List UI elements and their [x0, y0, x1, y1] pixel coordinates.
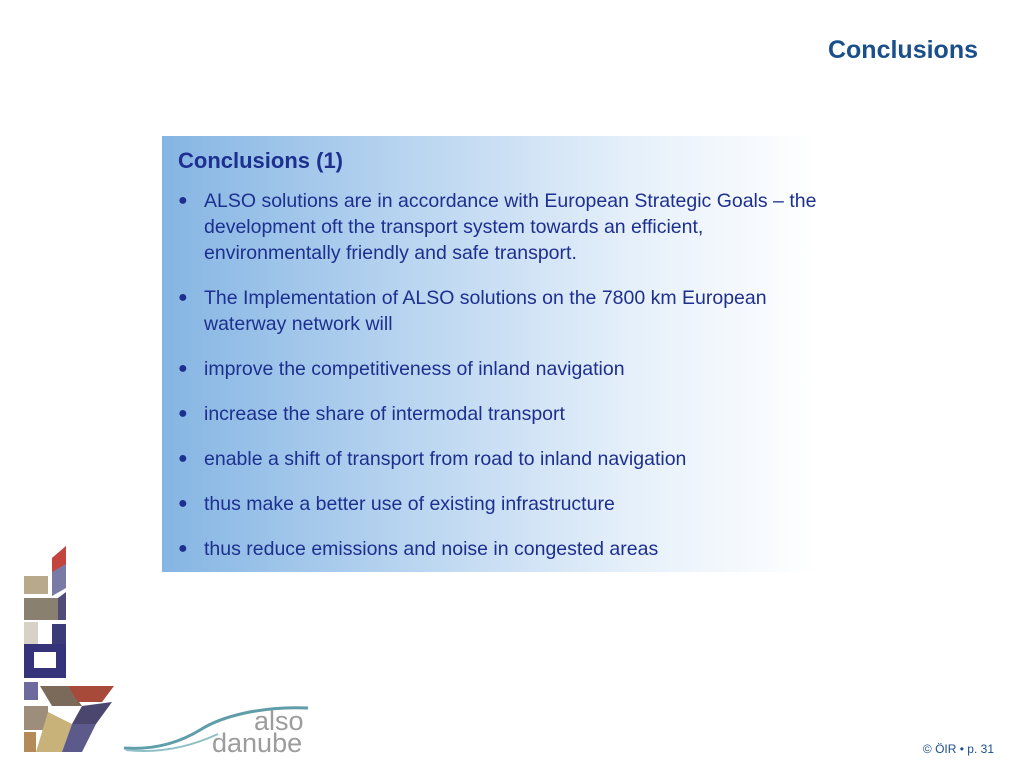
list-item — [178, 536, 830, 562]
list-item — [178, 491, 830, 517]
bullet-text: ALSO solutions are in accordance with European Strategic Goals – the development oft the transport system towards an efficient, environmentally friendly and safe transport. — [204, 190, 817, 264]
photo-collage-graphic — [22, 546, 122, 752]
bullet-icon: ● — [178, 495, 188, 512]
list-item — [178, 401, 830, 427]
bullet-text: thus make a better use of existing infrastructure — [204, 493, 615, 515]
bullet-text: thus reduce emissions and noise in congested areas — [204, 538, 659, 560]
bullet-icon: ● — [178, 360, 188, 377]
conclusions-box — [162, 136, 818, 572]
bullet-icon: ● — [178, 450, 188, 467]
bullet-text: increase the share of intermodal transport — [204, 403, 565, 425]
bullet-icon: ● — [178, 540, 188, 557]
bullet-icon: ● — [178, 192, 188, 209]
bullet-text: The Implementation of ALSO solutions on the 7800 km European waterway network will — [204, 287, 767, 335]
bullet-text: enable a shift of transport from road to inland navigation — [204, 448, 687, 470]
footer-page-info: © ÖIR • p. 31 — [922, 742, 994, 756]
box-heading: Conclusions (1) — [178, 148, 344, 173]
list-item — [178, 446, 830, 472]
bullet-icon: ● — [178, 289, 188, 306]
list-item — [178, 285, 830, 337]
slide-title: Conclusions — [827, 36, 978, 64]
bullet-icon: ● — [178, 405, 188, 422]
logo-text-danube: danube — [212, 728, 303, 756]
list-item — [178, 356, 830, 382]
bullet-list — [178, 188, 830, 581]
logo-text-also: also — [254, 706, 304, 736]
list-item — [178, 188, 830, 266]
bullet-text: improve the competitiveness of inland navigation — [204, 358, 625, 380]
also-danube-logo — [122, 700, 312, 756]
